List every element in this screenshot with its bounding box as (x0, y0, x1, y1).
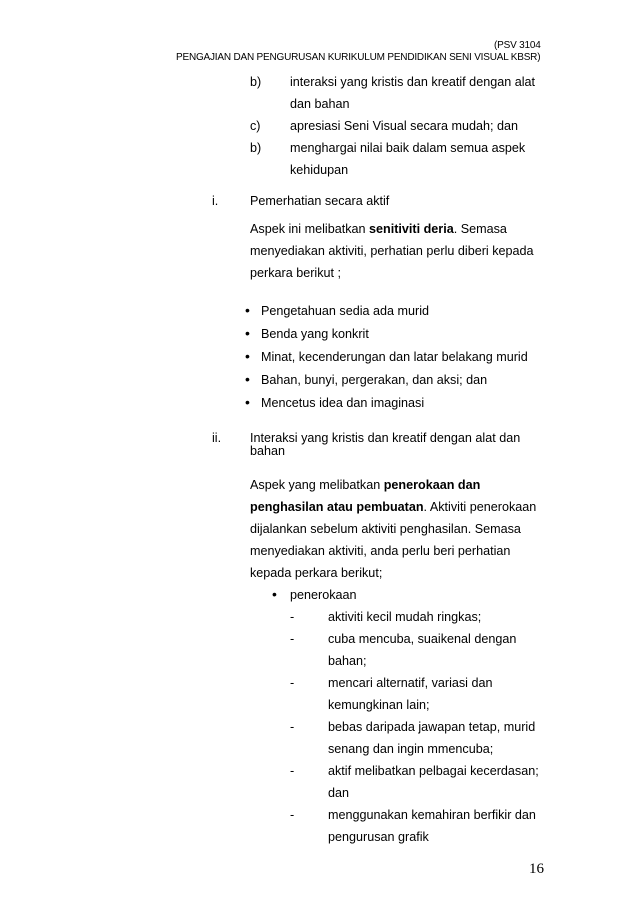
bullet-item: Pengetahuan sedia ada murid (261, 304, 430, 318)
paragraph-line: menyediakan aktiviti, perhatian perlu diberi kepada (250, 244, 534, 258)
section-heading: Pemerhatian secara aktif (250, 194, 390, 208)
bold-term: penghasilan atau pembuatan (250, 500, 424, 514)
bullet-icon: • (245, 371, 250, 387)
list-marker: c) (250, 119, 261, 133)
header-title: PENGAJIAN DAN PENGURUSAN KURIKULUM PENDIDIKAN SENI VISUAL KBSR) (176, 52, 541, 63)
list-item-text: apresiasi Seni Visual secara mudah; dan (290, 119, 518, 133)
dash-item-text: aktif melibatkan pelbagai kecerdasan; (328, 764, 539, 778)
page-number: 16 (529, 861, 544, 877)
bullet-item: Benda yang konkrit (261, 327, 369, 341)
list-item-text: kehidupan (290, 163, 349, 177)
list-item-text: interaksi yang kristis dan kreatif dengan alat (290, 75, 536, 89)
paragraph-line: perkara berikut ; (250, 266, 341, 280)
paragraph-line: kepada perkara berikut; (250, 566, 383, 580)
dash-icon: - (290, 610, 295, 624)
dash-item-text: kemungkinan lain; (328, 698, 430, 712)
list-item-text: dan bahan (290, 97, 350, 111)
bullet-icon: • (245, 348, 250, 364)
bullet-icon: • (245, 394, 250, 410)
dash-icon: - (290, 808, 295, 822)
dash-item-text: menggunakan kemahiran berfikir dan (328, 808, 536, 822)
section-heading: bahan (250, 444, 286, 458)
section-marker: i. (212, 194, 219, 208)
dash-item-text: mencari alternatif, variasi dan (328, 676, 493, 690)
bullet-item: Minat, kecenderungan dan latar belakang murid (261, 350, 528, 364)
paragraph-line: dijalankan sebelum aktiviti penghasilan. Semasa (250, 522, 521, 536)
bullet-item: Bahan, bunyi, pergerakan, dan aksi; dan (261, 373, 488, 387)
dash-item-text: cuba mencuba, suaikenal dengan (328, 632, 517, 646)
bullet-item: penerokaan (290, 588, 357, 602)
bullet-icon: • (245, 302, 250, 318)
bold-term: senitiviti deria (369, 222, 454, 236)
dash-item-text: bahan; (328, 654, 367, 668)
dash-icon: - (290, 632, 295, 646)
dash-item-text: pengurusan grafik (328, 830, 429, 844)
dash-icon: - (290, 676, 295, 690)
paragraph-line: penghasilan atau pembuatan. Aktiviti penerokaan (250, 500, 537, 514)
dash-item-text: bebas daripada jawapan tetap, murid (328, 720, 536, 734)
bullet-icon: • (272, 586, 277, 602)
header-code: (PSV 3104 (494, 40, 541, 51)
paragraph-line: Aspek yang melibatkan penerokaan dan (250, 478, 481, 492)
list-item-text: menghargai nilai baik dalam semua aspek (290, 141, 526, 155)
paragraph-line: menyediakan aktiviti, anda perlu beri perhatian (250, 544, 511, 558)
list-marker: b) (250, 141, 262, 155)
dash-item-text: senang dan ingin mmencuba; (328, 742, 494, 756)
dash-icon: - (290, 764, 295, 778)
section-heading: Interaksi yang kristis dan kreatif dengan alat dan (250, 431, 521, 445)
dash-item-text: dan (328, 786, 350, 800)
dash-item-text: aktiviti kecil mudah ringkas; (328, 610, 482, 624)
bullet-item: Mencetus idea dan imaginasi (261, 396, 425, 410)
dash-icon: - (290, 720, 295, 734)
section-marker: ii. (212, 431, 222, 445)
bold-term: penerokaan dan (383, 478, 481, 492)
paragraph-line: Aspek ini melibatkan senitiviti deria. Semasa (250, 222, 507, 236)
bullet-icon: • (245, 325, 250, 341)
list-marker: b) (250, 75, 262, 89)
